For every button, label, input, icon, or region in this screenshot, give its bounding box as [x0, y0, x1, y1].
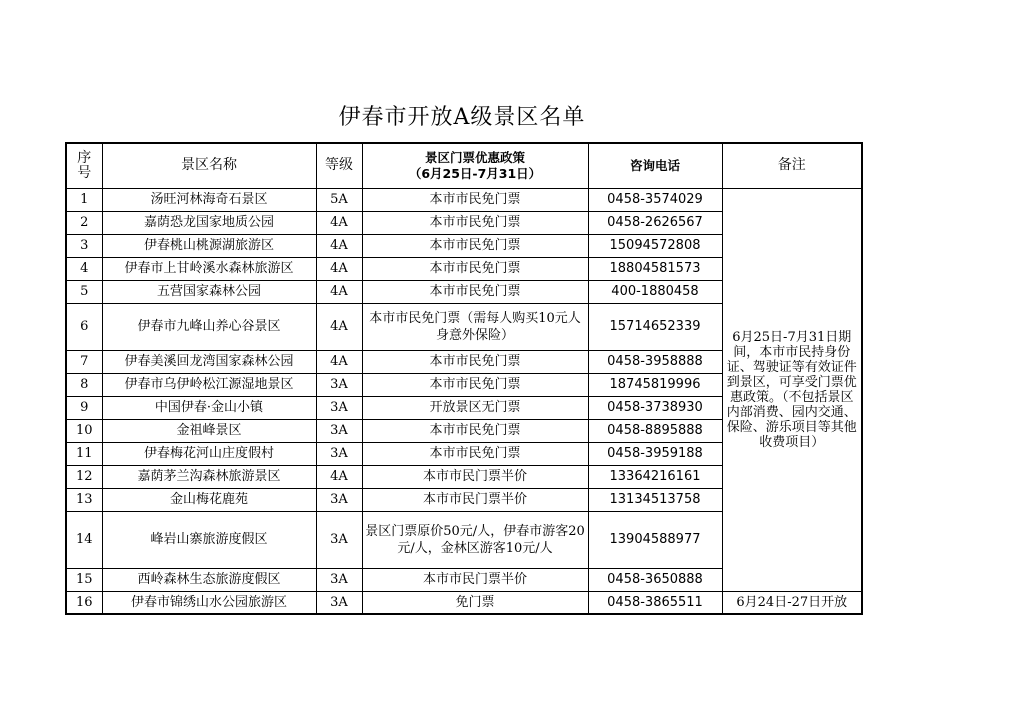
spot-level: 4A [316, 303, 362, 350]
spot-level: 4A [316, 465, 362, 488]
header-no: 序 号 [66, 143, 102, 188]
table-row [66, 188, 862, 211]
ticket-policy: 本市市民免门票 [362, 188, 588, 211]
spot-level: 4A [316, 234, 362, 257]
spot-name: 伊春梅花河山庄度假村 [102, 442, 316, 465]
row-number: 12 [66, 465, 102, 488]
ticket-policy: 免门票 [362, 591, 588, 614]
spot-name: 伊春市乌伊岭松江源湿地景区 [102, 373, 316, 396]
phone-number: 400-1880458 [588, 280, 722, 303]
spot-name: 中国伊春·金山小镇 [102, 396, 316, 419]
row-number: 15 [66, 568, 102, 591]
table-header-row [66, 143, 862, 188]
ticket-policy: 本市市民免门票 [362, 350, 588, 373]
phone-number: 13134513758 [588, 488, 722, 511]
spot-name: 嘉荫茅兰沟森林旅游景区 [102, 465, 316, 488]
ticket-policy: 本市市民免门票 [362, 257, 588, 280]
spot-level: 3A [316, 511, 362, 568]
spot-level: 3A [316, 419, 362, 442]
ticket-policy: 本市市民免门票 [362, 280, 588, 303]
spot-name: 伊春美溪回龙湾国家森林公园 [102, 350, 316, 373]
row-number: 4 [66, 257, 102, 280]
spot-level: 3A [316, 442, 362, 465]
phone-number: 18804581573 [588, 257, 722, 280]
row-number: 6 [66, 303, 102, 350]
row-number: 1 [66, 188, 102, 211]
phone-number: 0458-3650888 [588, 568, 722, 591]
spot-name: 嘉荫恐龙国家地质公园 [102, 211, 316, 234]
spot-name: 峰岩山寨旅游度假区 [102, 511, 316, 568]
phone-number: 0458-3738930 [588, 396, 722, 419]
phone-number: 0458-8895888 [588, 419, 722, 442]
ticket-policy: 本市市民免门票 [362, 419, 588, 442]
spot-name: 西岭森林生态旅游度假区 [102, 568, 316, 591]
spot-level: 4A [316, 257, 362, 280]
header-name: 景区名称 [102, 143, 316, 188]
ticket-policy: 本市市民免门票 [362, 234, 588, 257]
row-number: 14 [66, 511, 102, 568]
phone-number: 0458-3959188 [588, 442, 722, 465]
spot-name: 伊春桃山桃源湖旅游区 [102, 234, 316, 257]
phone-number: 18745819996 [588, 373, 722, 396]
ticket-policy: 开放景区无门票 [362, 396, 588, 419]
phone-number: 13364216161 [588, 465, 722, 488]
spot-name: 伊春市锦绣山水公园旅游区 [102, 591, 316, 614]
spot-level: 3A [316, 591, 362, 614]
spot-name: 伊春市上甘岭溪水森林旅游区 [102, 257, 316, 280]
remarks-row-16: 6月24日-27日开放 [722, 591, 862, 614]
header-policy: 景区门票优惠政策 （6月25日-7月31日） [362, 143, 588, 188]
phone-number: 0458-3574029 [588, 188, 722, 211]
spot-name: 金山梅花鹿苑 [102, 488, 316, 511]
spot-level: 4A [316, 211, 362, 234]
spot-level: 3A [316, 373, 362, 396]
row-number: 16 [66, 591, 102, 614]
ticket-policy: 本市市民免门票（需每人购买10元人身意外保险） [362, 303, 588, 350]
phone-number: 15094572808 [588, 234, 722, 257]
phone-number: 0458-3865511 [588, 591, 722, 614]
spot-level: 4A [316, 350, 362, 373]
row-number: 11 [66, 442, 102, 465]
ticket-policy: 本市市民免门票 [362, 211, 588, 234]
spot-name: 汤旺河林海奇石景区 [102, 188, 316, 211]
ticket-policy: 景区门票原价50元/人，伊春市游客20元/人，金林区游客10元/人 [362, 511, 588, 568]
spot-level: 3A [316, 568, 362, 591]
phone-number: 15714652339 [588, 303, 722, 350]
spot-level: 5A [316, 188, 362, 211]
row-number: 5 [66, 280, 102, 303]
spot-level: 3A [316, 396, 362, 419]
header-phone: 咨询电话 [588, 143, 722, 188]
remarks-main: 6月25日-7月31日期间，本市市民持身份证、驾驶证等有效证件到景区，可享受门票优惠政策。（不包括景区内部消费、园内交通、保险、游乐项目等其他收费项目） [722, 188, 862, 591]
phone-number: 0458-3958888 [588, 350, 722, 373]
row-number: 9 [66, 396, 102, 419]
phone-number: 13904588977 [588, 511, 722, 568]
ticket-policy: 本市市民免门票 [362, 442, 588, 465]
ticket-policy: 本市市民门票半价 [362, 568, 588, 591]
header-note: 备注 [722, 143, 862, 188]
header-level: 等级 [316, 143, 362, 188]
phone-number: 0458-2626567 [588, 211, 722, 234]
row-number: 13 [66, 488, 102, 511]
spot-level: 4A [316, 280, 362, 303]
ticket-policy: 本市市民门票半价 [362, 465, 588, 488]
table-row [66, 591, 862, 614]
row-number: 2 [66, 211, 102, 234]
spot-name: 金祖峰景区 [102, 419, 316, 442]
row-number: 7 [66, 350, 102, 373]
spot-name: 五营国家森林公园 [102, 280, 316, 303]
document-title: 伊春市开放A级景区名单 [338, 105, 586, 130]
ticket-policy: 本市市民免门票 [362, 373, 588, 396]
ticket-policy: 本市市民门票半价 [362, 488, 588, 511]
row-number: 3 [66, 234, 102, 257]
scenic-spots-table [65, 142, 863, 615]
spot-name: 伊春市九峰山养心谷景区 [102, 303, 316, 350]
row-number: 10 [66, 419, 102, 442]
row-number: 8 [66, 373, 102, 396]
spot-level: 3A [316, 488, 362, 511]
